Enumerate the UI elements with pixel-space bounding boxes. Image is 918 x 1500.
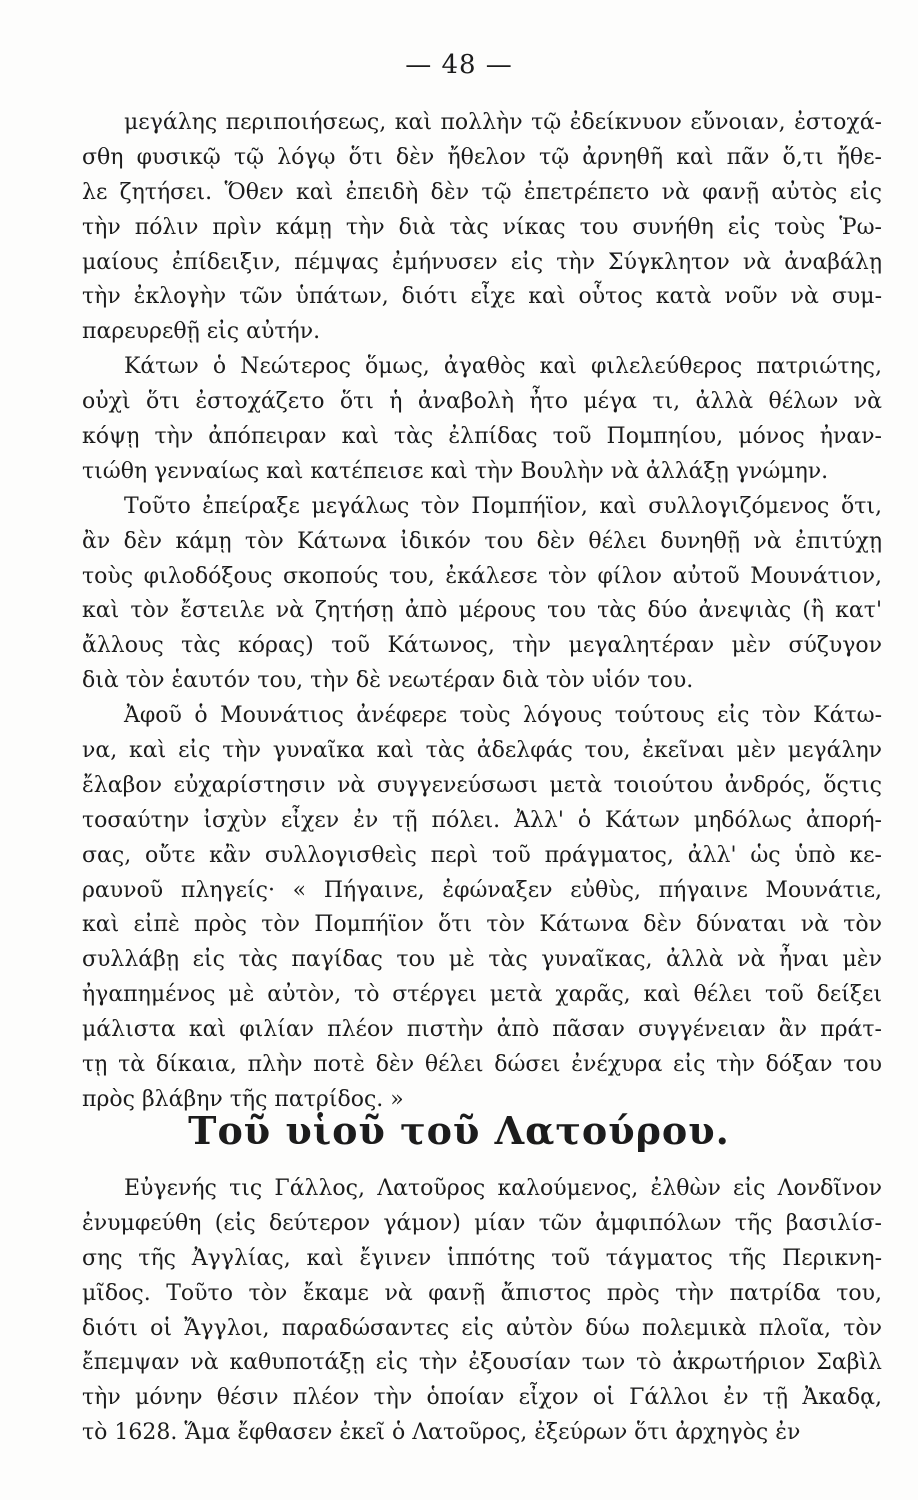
text-line: συλλάβῃ εἰς τὰς παγίδας του μὲ τὰς γυναῖκας, ἀλλὰ νὰ ἦναι μὲν (82, 947, 882, 973)
text-line: τοσαύτην ἰσχὺν εἶχεν ἐν τῇ πόλει. Ἀλλ' ὁ Κάτων μηδόλως ἀπορή- (82, 807, 882, 833)
text-line: παρευρεθῇ εἰς αὐτήν. (82, 319, 321, 345)
text-line: ἂν δὲν κάμῃ τὸν Κάτωνα ἰδικόν του δὲν θέλει δυνηθῇ νὰ ἐπιτύχῃ (82, 528, 882, 554)
text-line: τὴν μόνην θέσιν πλέον τὴν ὁποίαν εἶχον οἱ Γάλλοι ἐν τῇ Ἀκαδᾳ, (82, 1385, 882, 1411)
text-line: μῖδος. Τοῦτο τὸν ἔκαμε νὰ φανῇ ἄπιστος πρὸς τὴν πατρίδα του, (82, 1280, 882, 1306)
text-line: τῃ τὰ δίκαια, πλὴν ποτὲ δὲν θέλει δώσει ἐνέχυρα εἰς τὴν δόξαν του (82, 1052, 882, 1078)
paragraph (82, 1172, 882, 1451)
text-line: ραυνοῦ πληγείς· « Πήγαινε, ἐφώναξεν εὐθὺς, πήγαινε Μουνάτιε, (82, 877, 882, 903)
text-line: σας, οὔτε κἂν συλλογισθεὶς περὶ τοῦ πράγματος, ἀλλ' ὡς ὑπὸ κε- (82, 842, 882, 868)
text-line: σθη φυσικῷ τῷ λόγῳ ὅτι δὲν ἤθελον τῷ ἀρνηθῆ καὶ πᾶν ὅ,τι ἤθε- (82, 144, 882, 170)
text-line: λε ζητήσει. Ὅθεν καὶ ἐπειδὴ δὲν τῷ ἐπετρέπετο νὰ φανῇ αὐτὸς εἰς (82, 179, 882, 205)
text-line: Εὐγενής τις Γάλλος, Λατοῦρος καλούμενος, ἐλθὼν εἰς Λονδῖνον (124, 1176, 882, 1201)
text-line: διότι οἱ Ἄγγλοι, παραδώσαντες εἰς αὐτὸν δύω πολεμικὰ πλοῖα, τὸν (82, 1315, 882, 1341)
text-line: ἐνυμφεύθη (εἰς δεύτερον γάμον) μίαν τῶν ἀμφιπόλων τῆς βασιλίσ- (82, 1210, 882, 1236)
text-line: μεγάλης περιποιήσεως, καὶ πολλὴν τῷ ἐδείκνυον εὔνοιαν, ἐστοχά- (124, 110, 882, 135)
text-line: ἔπεμψαν νὰ καθυποτάξῃ εἰς τὴν ἐξουσίαν των τὸ ἀκρωτήριον Σαβὶλ (82, 1350, 882, 1376)
text-line: μάλιστα καὶ φιλίαν πλέον πιστὴν ἀπὸ πᾶσαν συγγένειαν ἂν πράτ- (82, 1017, 882, 1043)
text-line: σης τῆς Ἀγγλίας, καὶ ἔγινεν ἱππότης τοῦ τάγματος τῆς Περικνη- (82, 1245, 882, 1271)
paragraph (82, 699, 882, 1118)
text-line: Κάτων ὁ Νεώτερος ὅμως, ἀγαθὸς καὶ φιλελεύθερος πατριώτης, (124, 354, 882, 380)
page-number: — 48 — (405, 50, 513, 80)
text-line: τιώθη γενναίως καὶ κατέπεισε καὶ τὴν Βουλὴν νὰ ἀλλάξῃ γνώμην. (82, 458, 829, 484)
text-line: πρὸς βλάβην τῆς πατρίδος. » (82, 1086, 404, 1112)
text-line: Ἀφοῦ ὁ Μουνάτιος ἀνέφερε τοὺς λόγους τούτους εἰς τὸν Κάτω- (124, 703, 882, 729)
text-line: τὸ 1628. Ἅμα ἔφθασεν ἐκεῖ ὁ Λατοῦρος, ἐξεύρων ὅτι ἀρχηγὸς ἐν (82, 1420, 801, 1446)
paragraph (82, 490, 882, 699)
text-line: μαίους ἐπίδειξιν, πέμψας ἐμήνυσεν εἰς τὴν Σύγκλητον νὰ ἀναβάλῃ (82, 249, 882, 275)
text-block-before-heading (82, 106, 882, 1118)
text-line: οὐχὶ ὅτι ἐστοχάζετο ὅτι ἡ ἀναβολὴ ἦτο μέγα τι, ἀλλὰ θέλων νὰ (82, 389, 882, 415)
text-line: κόψῃ τὴν ἀπόπειραν καὶ τὰς ἐλπίδας τοῦ Πομπηίου, μόνος ἠναν- (82, 424, 882, 450)
paragraph (82, 350, 882, 490)
text-line: διὰ τὸν ἑαυτόν του, τὴν δὲ νεωτέραν διὰ τὸν υἱόν του. (82, 668, 694, 694)
text-line: τὴν πόλιν πρὶν κάμῃ τὴν διὰ τὰς νίκας του συνήθη εἰς τοὺς Ῥω- (82, 214, 882, 240)
text-block-after-heading (82, 1172, 882, 1451)
text-line: ἔλαβον εὐχαρίστησιν νὰ συγγενεύσωσι μετὰ τοιούτου ἀνδρός, ὅςτις (82, 772, 882, 798)
paragraph (82, 106, 882, 350)
text-line: Τοῦτο ἐπείραξε μεγάλως τὸν Πομπήϊον, καὶ συλλογιζόμενος ὅτι, (124, 493, 882, 519)
section-heading: Τοῦ υἱοῦ τοῦ Λατούρου. (188, 1108, 730, 1153)
text-line: ἄλλους τὰς κόρας) τοῦ Κάτωνος, τὴν μεγαλητέραν μὲν σύζυγον (82, 633, 882, 659)
text-line: ἠγαπημένος μὲ αὐτὸν, τὸ στέργει μετὰ χαρᾶς, καὶ θέλει τοῦ δείξει (82, 982, 882, 1008)
text-line: να, καὶ εἰς τὴν γυναῖκα καὶ τὰς ἀδελφάς του, ἐκεῖναι μὲν μεγάλην (82, 738, 882, 764)
text-line: τοὺς φιλοδόξους σκοπούς του, ἐκάλεσε τὸν φίλον αὐτοῦ Μουνάτιον, (82, 563, 882, 589)
text-line: καὶ τὸν ἔστειλε νὰ ζητήσῃ ἀπὸ μέρους του τὰς δύο ἀνεψιὰς (ἢ κατ' (82, 598, 882, 624)
text-line: καὶ εἰπὲ πρὸς τὸν Πομπήϊον ὅτι τὸν Κάτωνα δὲν δύναται νὰ τὸν (82, 912, 882, 938)
text-line: τὴν ἐκλογὴν τῶν ὑπάτων, διότι εἶχε καὶ οὗτος κατὰ νοῦν νὰ συμ- (82, 284, 882, 310)
